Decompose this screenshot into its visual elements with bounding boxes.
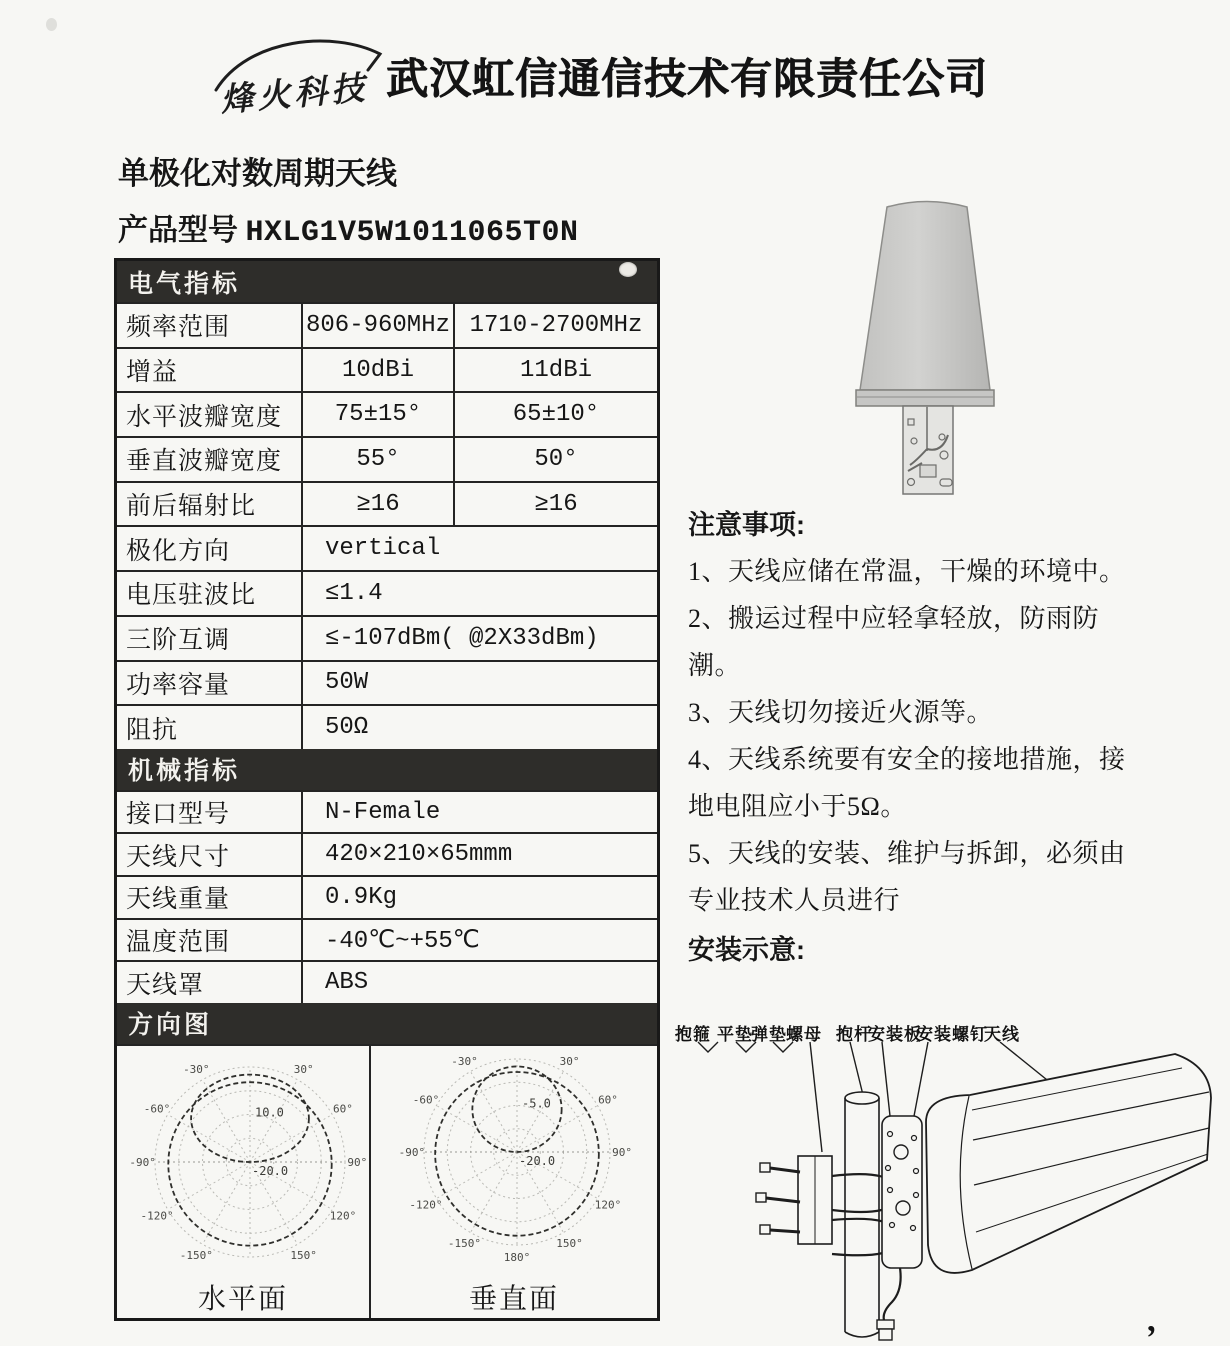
svg-text:-60°: -60° bbox=[143, 1102, 171, 1116]
polar-angle-labels bbox=[399, 1055, 632, 1264]
spec-label: 极化方向 bbox=[117, 527, 303, 570]
svg-text:-5.0: -5.0 bbox=[522, 1096, 551, 1111]
spec-row bbox=[117, 525, 657, 570]
page-title: 单极化对数周期天线 bbox=[118, 156, 397, 191]
spec-value: 75±15° bbox=[303, 393, 455, 436]
notes-block bbox=[688, 503, 1136, 967]
spec-value: 10dBi bbox=[303, 349, 455, 392]
svg-text:60°: 60° bbox=[598, 1093, 618, 1107]
spec-row bbox=[117, 436, 657, 481]
svg-text:30°: 30° bbox=[559, 1054, 580, 1068]
svg-text:-90°: -90° bbox=[398, 1145, 426, 1159]
spec-label: 前后辐射比 bbox=[117, 483, 303, 526]
spec-label: 接口型号 bbox=[117, 792, 303, 833]
spec-value: ≤-107dBm( @2X33dBm) bbox=[325, 624, 599, 652]
svg-text:30°: 30° bbox=[293, 1062, 314, 1076]
spec-label: 频率范围 bbox=[117, 304, 303, 347]
spec-value: 1710-2700MHz bbox=[469, 311, 643, 339]
svg-text:60°: 60° bbox=[333, 1102, 353, 1116]
spec-row bbox=[117, 615, 657, 660]
spec-value: ≥16 bbox=[303, 483, 455, 526]
svg-text:90°: 90° bbox=[347, 1155, 367, 1169]
vertical-pattern-chart bbox=[371, 1046, 657, 1278]
svg-text:-30°: -30° bbox=[451, 1054, 478, 1068]
spec-value: 806-960MHz bbox=[303, 304, 455, 347]
company-name: 武汉虹信通信技术有限责任公司 bbox=[386, 55, 989, 102]
spec-row bbox=[117, 704, 657, 749]
svg-text:-150°: -150° bbox=[447, 1236, 482, 1250]
pattern-cell-horizontal bbox=[117, 1046, 371, 1318]
product-model-label: 产品型号 bbox=[118, 214, 238, 247]
section-header-electrical: 电气指标 bbox=[117, 261, 657, 302]
svg-text:-20.0: -20.0 bbox=[252, 1163, 289, 1178]
spec-label: 水平波瓣宽度 bbox=[117, 393, 303, 436]
install-part-label: 平垫 bbox=[717, 1025, 753, 1044]
scan-corner-mark: , bbox=[1143, 1301, 1157, 1340]
mounting-plate bbox=[882, 1116, 922, 1268]
spec-row bbox=[117, 960, 657, 1003]
pole bbox=[845, 1092, 879, 1337]
install-part-label: 天线 bbox=[984, 1025, 1020, 1044]
svg-text:120°: 120° bbox=[329, 1209, 357, 1223]
spec-value: 50W bbox=[325, 669, 369, 697]
notes-list bbox=[688, 548, 1136, 924]
scan-hole-artifact bbox=[619, 262, 637, 277]
spec-label: 天线重量 bbox=[117, 877, 303, 918]
spec-label: 阻抗 bbox=[117, 706, 303, 749]
svg-text:-120°: -120° bbox=[140, 1209, 174, 1223]
install-part-label: 安装螺钉 bbox=[916, 1025, 988, 1044]
spec-value: 50° bbox=[534, 445, 578, 473]
svg-text:150°: 150° bbox=[556, 1236, 583, 1250]
spec-label: 三阶互调 bbox=[117, 617, 303, 660]
section-header-mechanical: 机械指标 bbox=[117, 749, 657, 790]
spec-row bbox=[117, 347, 657, 392]
spec-row bbox=[117, 391, 657, 436]
company-logo bbox=[208, 30, 393, 125]
spec-label: 垂直波瓣宽度 bbox=[117, 438, 303, 481]
spec-value: 55° bbox=[303, 438, 455, 481]
pattern-area bbox=[117, 1044, 657, 1318]
svg-text:10.0: 10.0 bbox=[255, 1105, 284, 1120]
spec-row bbox=[117, 302, 657, 347]
logo-text: 烽火科技 bbox=[218, 67, 370, 120]
product-model-line bbox=[118, 205, 579, 250]
pattern-caption-horizontal: 水平面 bbox=[197, 1283, 288, 1315]
svg-text:180°: 180° bbox=[503, 1250, 531, 1264]
installation-diagram bbox=[670, 1040, 1230, 1346]
spec-label: 增益 bbox=[117, 349, 303, 392]
note-item: 2、搬运过程中应轻拿轻放，防雨防潮。 bbox=[688, 604, 1100, 680]
spec-value: 11dBi bbox=[519, 356, 592, 384]
install-part-label: 抱箍 bbox=[675, 1025, 711, 1044]
spec-label: 温度范围 bbox=[117, 920, 303, 961]
spec-value: 0.9Kg bbox=[325, 883, 398, 911]
spec-label: 天线罩 bbox=[117, 962, 303, 1003]
pattern-caption-vertical: 垂直面 bbox=[468, 1283, 559, 1315]
note-item: 5、天线的安装、维护与拆卸，必须由专业技术人员进行 bbox=[688, 839, 1126, 915]
spec-value: -40℃~+55℃ bbox=[325, 927, 480, 955]
antenna-product-illustration bbox=[830, 185, 1040, 510]
install-part-label: 弹垫 bbox=[751, 1025, 787, 1044]
spec-value: 50Ω bbox=[325, 714, 369, 742]
pole-clamp bbox=[756, 1156, 832, 1244]
electrical-rows bbox=[117, 302, 657, 749]
spec-label: 电压驻波比 bbox=[117, 572, 303, 615]
spec-row bbox=[117, 918, 657, 961]
svg-text:-20.0: -20.0 bbox=[519, 1153, 556, 1168]
spec-row bbox=[117, 832, 657, 875]
svg-text:-60°: -60° bbox=[412, 1093, 440, 1107]
install-title: 安装示意: bbox=[688, 935, 805, 965]
polar-radial-labels bbox=[519, 1096, 555, 1168]
spec-value: 65±10° bbox=[512, 401, 600, 429]
spec-row bbox=[117, 570, 657, 615]
install-part-label: 抱杆 bbox=[836, 1025, 872, 1044]
spec-table bbox=[114, 258, 660, 1321]
polar-radial-labels bbox=[252, 1105, 288, 1178]
spec-value: vertical bbox=[325, 535, 441, 563]
svg-text:120°: 120° bbox=[594, 1198, 622, 1212]
feed-cable bbox=[877, 1268, 901, 1340]
spec-row bbox=[117, 481, 657, 526]
spec-row bbox=[117, 875, 657, 918]
svg-text:-120°: -120° bbox=[409, 1198, 443, 1212]
antenna-wedge bbox=[926, 1054, 1211, 1273]
svg-text:150°: 150° bbox=[290, 1248, 317, 1262]
spec-value: 420×210×65mmm bbox=[325, 841, 513, 869]
mechanical-rows bbox=[117, 790, 657, 1003]
horizontal-pattern-chart bbox=[117, 1046, 367, 1278]
spec-label: 功率容量 bbox=[117, 662, 303, 705]
svg-text:90°: 90° bbox=[612, 1145, 633, 1159]
notes-title: 注意事项: bbox=[688, 510, 805, 540]
svg-text:-150°: -150° bbox=[179, 1248, 213, 1262]
svg-text:-30°: -30° bbox=[183, 1062, 210, 1076]
note-item: 4、天线系统要有安全的接地措施，接地电阻应小于5Ω。 bbox=[688, 745, 1126, 821]
install-part-label: 安装板 bbox=[868, 1025, 922, 1044]
spec-label: 天线尺寸 bbox=[117, 834, 303, 875]
spec-value: ABS bbox=[325, 969, 369, 997]
pattern-cell-vertical bbox=[371, 1046, 657, 1318]
radome-rim bbox=[856, 390, 994, 406]
spec-value: N-Female bbox=[325, 798, 441, 826]
section-header-patterns: 方向图 bbox=[117, 1003, 657, 1044]
product-model-value: HXLG1V5W1011065T0N bbox=[245, 216, 579, 250]
spec-value: ≤1.4 bbox=[325, 579, 383, 607]
spec-row bbox=[117, 660, 657, 705]
spec-row bbox=[117, 790, 657, 833]
spec-value: ≥16 bbox=[534, 490, 578, 518]
install-part-label: 螺母 bbox=[786, 1025, 822, 1044]
scan-smudge bbox=[46, 18, 57, 31]
note-item: 1、天线应储在常温，干燥的环境中。 bbox=[688, 557, 1126, 586]
note-item: 3、天线切勿接近火源等。 bbox=[688, 698, 994, 727]
radome-cone bbox=[860, 202, 990, 391]
svg-text:-90°: -90° bbox=[129, 1155, 156, 1169]
